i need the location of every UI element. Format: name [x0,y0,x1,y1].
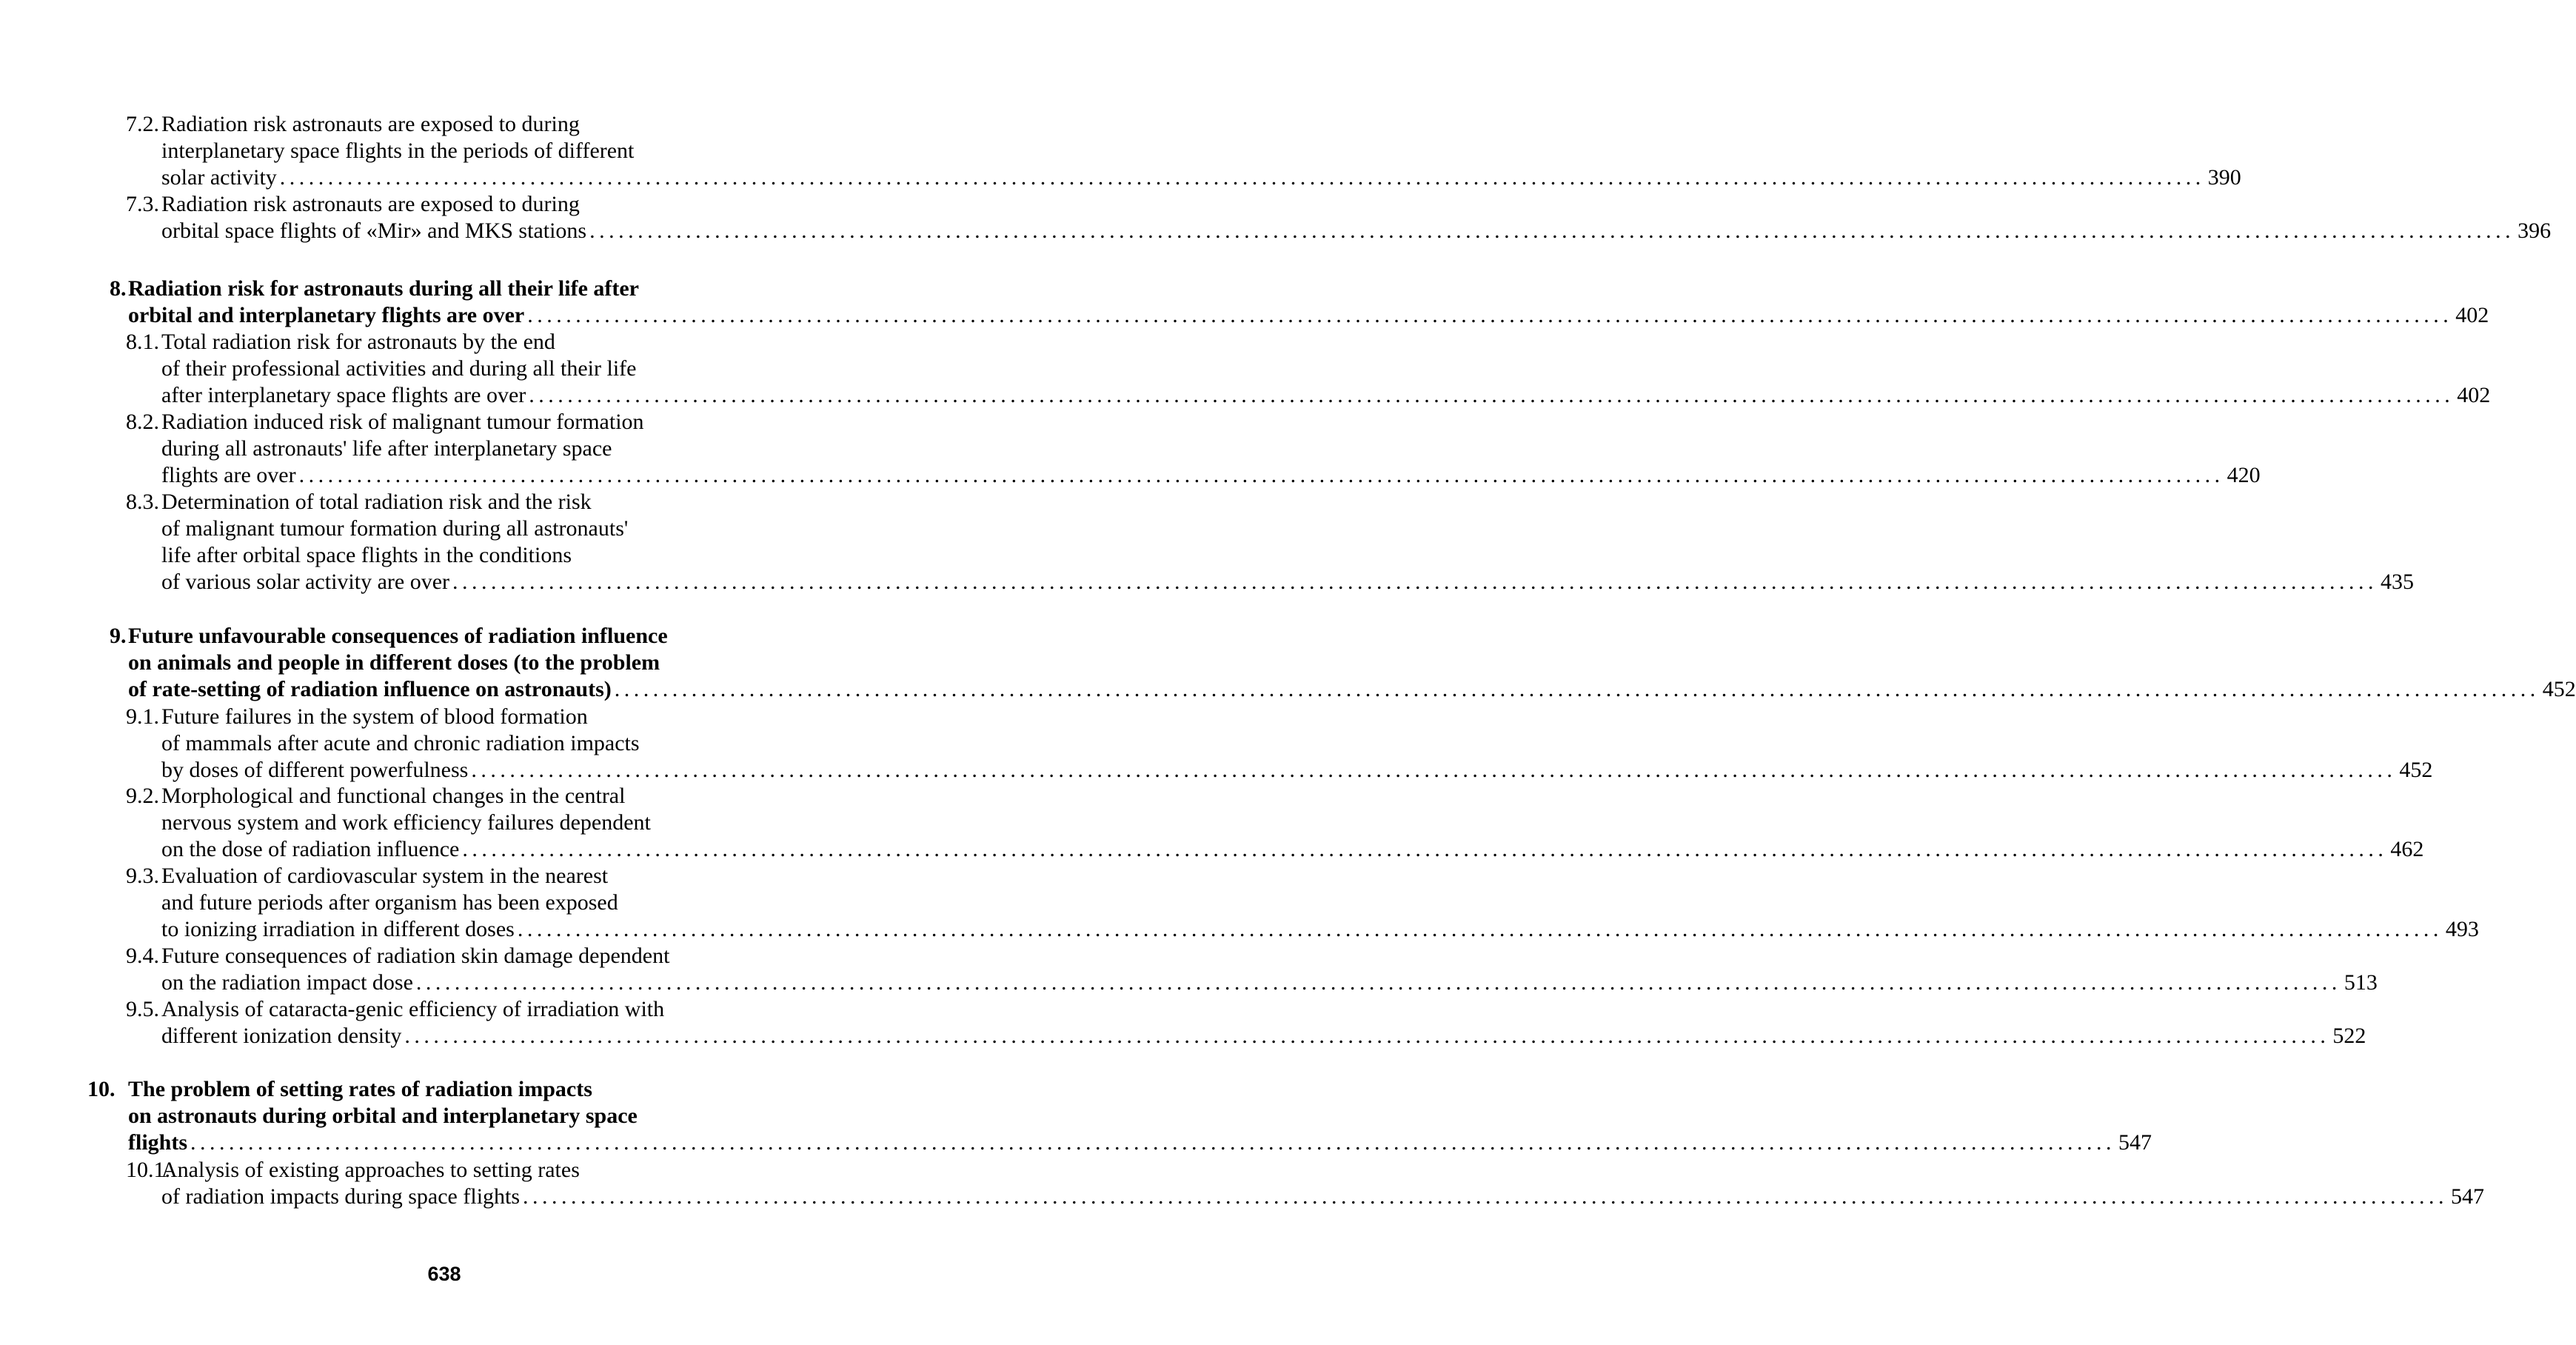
toc-entry-number: 9.5. [126,997,159,1021]
toc-entry-title: of rate-setting of radiation influence on astronauts) [128,676,612,701]
toc-entry-number: 10. [87,1077,116,1101]
toc-entry-title: orbital space flights of «Mir» and MKS stations [161,218,587,243]
toc-entry-line [161,435,800,461]
toc-entry-title: flights [128,1129,188,1155]
dot-leader: ........................................................................................................................................................................................................ [523,1184,2449,1209]
toc-entry-title: different ionization density [161,1023,402,1048]
toc-entry-line [126,1157,800,1183]
toc-page-number: 493 [2445,916,2479,941]
toc-entry-number: 7.2. [126,112,159,136]
toc-page-number: 396 [2518,218,2552,243]
toc-entry-line [161,1184,2485,1209]
toc-entry-title: of malignant tumour formation during all astronauts' [161,515,629,541]
toc-page-number: 402 [2457,382,2491,407]
dot-leader: ........................................................................................................................................................................................................ [471,757,2397,782]
toc-entry-line [161,916,2479,942]
toc-entry-title: Analysis of existing approaches to setting rates [161,1158,580,1182]
toc-page-number: 452 [2542,676,2576,701]
dot-leader: ........................................................................................................................................................................................................ [462,836,2388,861]
toc-entry-number: 9.4. [126,944,159,968]
toc-entry-title: Radiation induced risk of malignant tumour formation [161,410,644,434]
toc-entry-title: The problem of setting rates of radiation impacts [128,1077,592,1101]
toc-entry-title: of various solar activity are over [161,569,450,594]
toc-entry-number: 8.1. [126,330,159,354]
toc-entry-number: 9.3. [126,864,159,888]
toc-entry-line [161,515,800,541]
toc-entry-line [161,164,2241,190]
toc-entry-title: of their professional activities and during all their life [161,356,637,381]
toc-entry-title: Radiation risk astronauts are exposed to during [161,192,580,216]
toc-entry-line [128,1103,800,1129]
toc-entry-title: on the dose of radiation influence [161,836,460,861]
dot-leader: ........................................................................................................................................................................................................ [404,1023,2330,1048]
dot-leader: ........................................................................................................................................................................................................ [415,969,2341,995]
toc-entry-number: 8.3. [126,490,159,514]
toc-entry-line [161,757,2433,783]
toc-entry-line [128,676,2576,702]
dot-leader: ........................................................................................................................................................................................................ [589,218,2515,243]
toc-entry-title: Future consequences of radiation skin damage dependent [161,944,670,968]
toc-entry-line [126,783,800,809]
toc-entry-title: after interplanetary space flights are over [161,382,526,407]
toc-entry-line [126,704,800,730]
toc-entry-line [126,329,800,355]
toc-entry-line [161,542,800,568]
toc-entry-number: 9.1. [126,704,159,729]
toc-entry-line [161,969,2378,995]
toc-page-number: 462 [2390,836,2424,861]
toc-entry-line [161,569,2415,595]
toc-page-number: 390 [2207,164,2241,190]
toc-entry-title: solar activity [161,164,277,190]
page-number: 638 [427,1263,461,1285]
toc-entry-line [161,138,800,164]
dot-leader: ........................................................................................................................................................................................................ [190,1129,2116,1155]
toc-entry-line [161,462,2261,488]
toc-entry-line [87,1076,800,1102]
toc-entry-title: Radiation risk astronauts are exposed to during [161,112,580,136]
toc-entry-title: Evaluation of cardiovascular system in the nearest [161,864,609,888]
toc-page-number: 435 [2381,569,2415,594]
toc-entry-title: orbital and interplanetary flights are over [128,302,525,327]
toc-entry-line [126,409,800,435]
toc-entry-number: 9.2. [126,784,159,808]
toc-entry-number: 9. [110,624,127,648]
toc-entry-line [126,996,800,1022]
toc-entry-line [128,1129,2152,1155]
dot-leader: ........................................................................................................................................................................................................ [527,302,2453,327]
toc-entry-title: Morphological and functional changes in the central [161,784,626,808]
dot-leader: ........................................................................................................................................................................................................ [529,382,2455,407]
toc-entry-line [161,1023,2366,1049]
toc-entry-title: Future failures in the system of blood formation [161,704,588,729]
toc-page-number: 522 [2332,1023,2366,1048]
toc-entry-number: 10.1. [126,1158,170,1182]
toc-entry-line [126,863,800,889]
toc-entry-line [128,302,2489,328]
toc-entry-title: during all astronauts' life after interplanetary space [161,435,612,461]
toc-page-number: 547 [2451,1184,2485,1209]
toc-entry-line [126,489,800,515]
toc-entry-number: 8.2. [126,410,159,434]
toc-entry-line [161,810,800,835]
toc-entry-line [126,943,800,969]
toc-page-number: 402 [2455,302,2489,327]
toc-entry-line [161,836,2424,862]
toc-entry-title: of radiation impacts during space flights [161,1184,521,1209]
toc-entry-line [126,111,800,137]
toc-entry-title: Future unfavourable consequences of radiation influence [128,624,668,648]
dot-leader: ........................................................................................................................................................................................................ [279,164,2205,190]
toc-entry-line [161,356,800,381]
toc-entry-line [110,276,800,301]
toc-entry-title: interplanetary space flights in the periods of different [161,138,635,163]
toc-entry-line [161,218,2552,244]
toc-entry-title: flights are over [161,462,296,487]
toc-entry-title: on the radiation impact dose [161,969,413,995]
toc-entry-line [161,890,800,915]
toc-entry-title: Radiation risk for astronauts during all their life after [128,276,639,301]
dot-leader: ........................................................................................................................................................................................................ [298,462,2224,487]
toc-page-number: 420 [2227,462,2261,487]
toc-entry-title: nervous system and work efficiency failures dependent [161,810,651,835]
toc-entry-number: 8. [110,276,127,301]
toc-entry-line [110,623,800,649]
dot-leader: ........................................................................................................................................................................................................ [517,916,2443,941]
toc-entry-title: Total radiation risk for astronauts by the end [161,330,555,354]
toc-entry-title: Analysis of cataracta-genic efficiency of irradiation with [161,997,665,1021]
toc-entry-title: life after orbital space flights in the conditions [161,542,572,567]
dot-leader: ........................................................................................................................................................................................................ [614,676,2540,701]
toc-entry-line [161,382,2491,408]
toc-entry-title: of mammals after acute and chronic radiation impacts [161,730,640,755]
toc-entry-title: on animals and people in different doses (to the problem [128,650,660,675]
toc-entry-title: on astronauts during orbital and interplanetary space [128,1103,638,1128]
dot-leader: ........................................................................................................................................................................................................ [452,569,2378,594]
toc-page-number: 513 [2344,969,2378,995]
toc-entry-line [126,191,800,217]
toc-entry-title: by doses of different powerfulness [161,757,469,782]
toc-entry-title: Determination of total radiation risk and the risk [161,490,592,514]
toc-entry-line [161,730,800,756]
toc-entry-title: to ionizing irradiation in different doses [161,916,515,941]
toc-page-number: 452 [2399,757,2433,782]
toc-entry-number: 7.3. [126,192,159,216]
toc-entry-title: and future periods after organism has been exposed [161,890,618,915]
toc-page-number: 547 [2118,1129,2152,1155]
toc-entry-line [128,650,800,675]
